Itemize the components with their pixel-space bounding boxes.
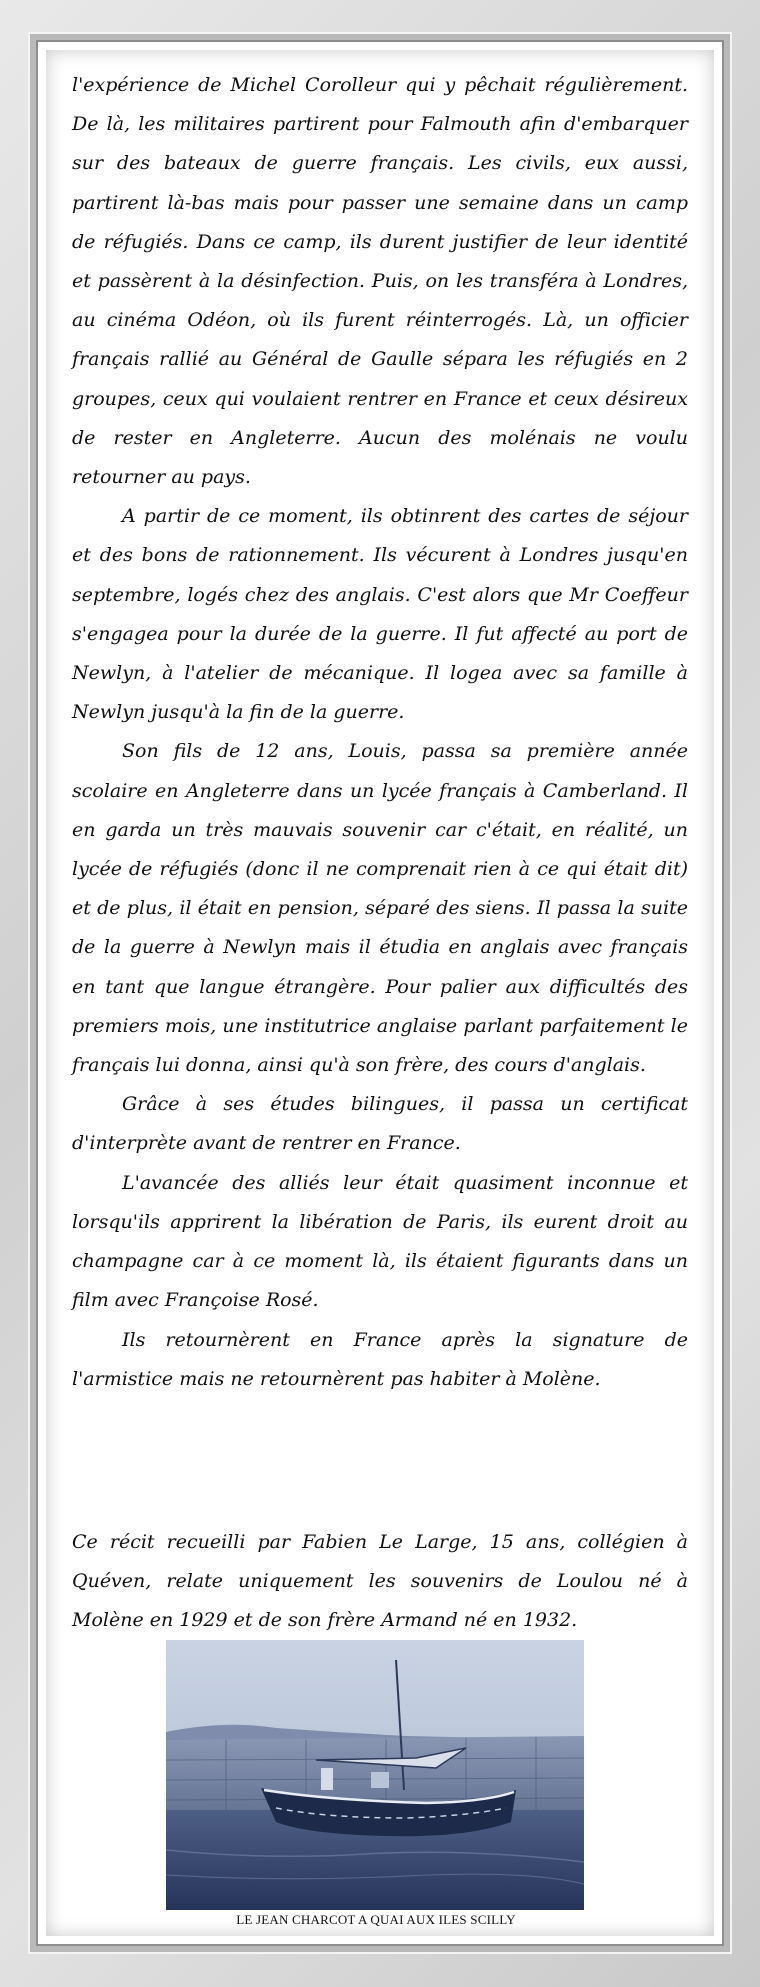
paragraph-6: Ils retournèrent en France après la signature de l'armistice mais ne retournèrent pas habiter à Molène. xyxy=(72,1328,688,1390)
paragraph-1: l'expérience de Michel Corolleur qui y pêchait régulièrement. De là, les militaires partirent pour Falmouth afin d'embarquer sur des bateaux de guerre français. Les civils, eux aussi, partirent là-bas mais pour passer une semaine dans un camp de réfugiés. Dans ce camp, ils durent justifier de leur identité et passèrent à la désinfection. Puis, on les transféra à Londres, au cinéma Odéon, où ils furent réinterrogés. Là, un officier français rallié au Général de Gaulle sépara les réfugiés en 2 groupes, ceux qui voulaient rentrer en France et ceux désireux de rester en Angleterre. Aucun des molénais ne voulu retourner au pays. xyxy=(72,74,688,489)
boat-photo xyxy=(166,1640,584,1910)
document-page xyxy=(46,50,714,1936)
photo-caption: LE JEAN CHARCOT A QUAI AUX ILES SCILLY xyxy=(236,1912,516,1927)
paragraph-2: A partir de ce moment, ils obtinrent des cartes de séjour et des bons de rationnement. Ils vécurent à Londres jusqu'en septembre, logés chez des anglais. C'est alors que Mr Coeffeur s'engagea pour la durée de la guerre. Il fut affecté au port de Newlyn, à l'atelier de mécanique. Il logea avec sa famille à Newlyn jusqu'à la fin de la guerre. xyxy=(72,505,688,724)
story-text xyxy=(72,66,688,1399)
paragraph-3: Son fils de 12 ans, Louis, passa sa première année scolaire en Angleterre dans un lycée français à Camberland. Il en garda un très mauvais souvenir car c'était, en réalité, un lycée de réfugiés (donc il ne comprenait rien à ce qui était dit) et de plus, il était en pension, séparé des siens. Il passa la suite de la guerre à Newlyn mais il étudia en anglais avec français en tant que langue étrangère. Pour palier aux difficultés des premiers mois, une institutrice anglaise parlant parfaitement le français lui donna, ainsi qu'à son frère, des cours d'anglais. xyxy=(72,740,688,1077)
paragraph-4: Grâce à ses études bilingues, il passa un certificat d'interprète avant de rentrer en France. xyxy=(72,1093,688,1155)
paragraph-5: L'avancée des alliés leur était quasiment inconnue et lorsqu'ils apprirent la libération de Paris, ils eurent droit au champagne car à ce moment là, ils étaient figurants dans un film avec Françoise Rosé. xyxy=(72,1171,688,1312)
credit-note: Ce récit recueilli par Fabien Le Large, 15 ans, collégien à Quéven, relate uniquement les souvenirs de Loulou né à Molène en 1929 et de son frère Armand né en 1932. xyxy=(72,1531,688,1632)
